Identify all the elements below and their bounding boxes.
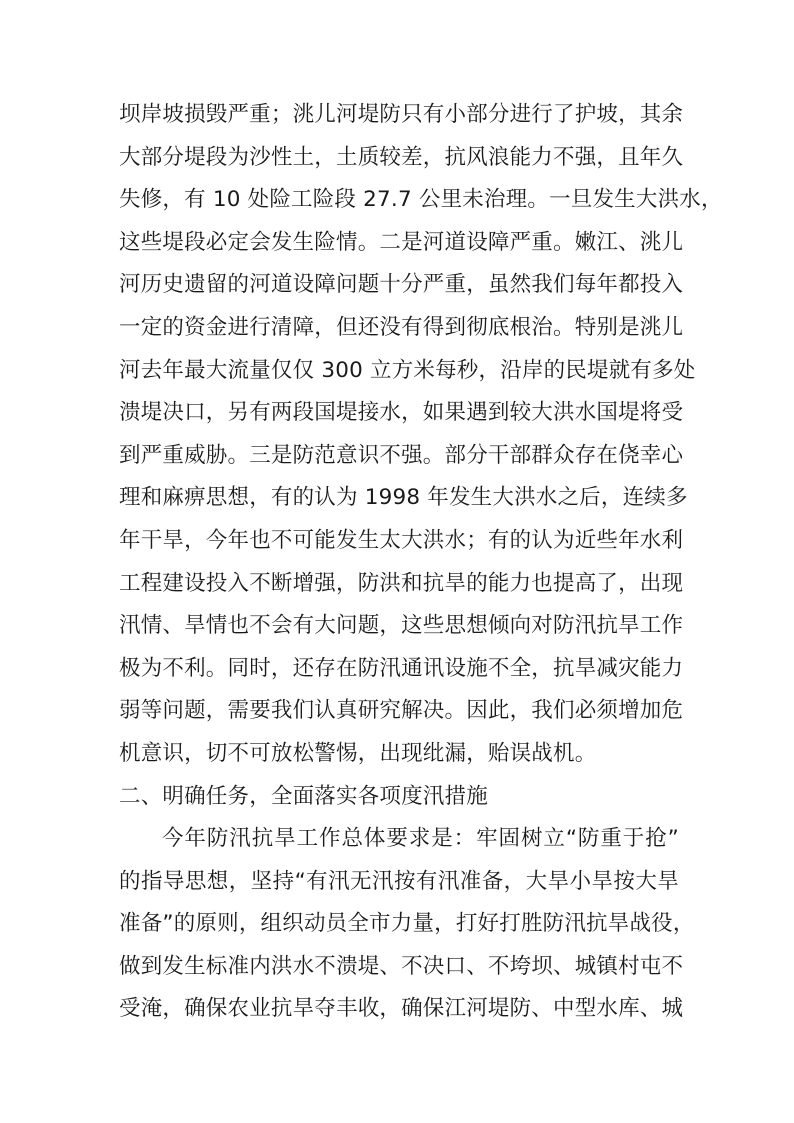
paragraph-line: 准备”的原则，组织动员全市力量，打好打胜防汛抗旱战役， [119, 911, 695, 937]
body-line: 到严重威胁。三是防范意识不强。部分干部群众存在侥幸心 [119, 442, 684, 468]
body-line: 河去年最大流量仅仅 300 立方米每秒，沿岸的民堤就有多处 [119, 357, 696, 383]
document-body [119, 94, 723, 1031]
body-line: 一定的资金进行清障，但还没有得到彻底根治。特别是洮儿 [119, 314, 684, 340]
section-heading: 二、明确任务，全面落实各项度汛措施 [119, 783, 488, 809]
body-line: 大部分堤段为沙性土，土质较差，抗风浪能力不强，且年久 [119, 144, 684, 170]
body-line: 弱等问题，需要我们认真研究解决。因此，我们必须增加危 [119, 698, 684, 724]
body-line: 失修，有 10 处险工险段 27.7 公里未治理。一旦发生大洪水， [119, 187, 723, 213]
body-line: 河历史遗留的河道设障问题十分严重，虽然我们每年都投入 [119, 272, 684, 298]
body-line: 溃堤决口，另有两段国堤接水，如果遇到较大洪水国堤将受 [119, 400, 684, 426]
body-line: 机意识，切不可放松警惕，出现纰漏，贻误战机。 [119, 740, 597, 766]
body-line: 理和麻痹思想，有的认为 1998 年发生大洪水之后，连续多 [119, 485, 688, 511]
paragraph-line: 受淹，确保农业抗旱夺丰收，确保江河堤防、中型水库、城 [119, 996, 684, 1022]
paragraph-line: 今年防汛抗旱工作总体要求是：牢固树立“防重于抢” [162, 826, 679, 852]
body-line: 工程建设投入不断增强，防洪和抗旱的能力也提高了，出现 [119, 570, 684, 596]
body-line: 年干旱，今年也不可能发生太大洪水；有的认为近些年水利 [119, 527, 684, 553]
body-line: 汛情、旱情也不会有大问题，这些思想倾向对防汛抗旱工作 [119, 613, 684, 639]
body-line: 极为不利。同时，还存在防汛通讯设施不全，抗旱减灾能力 [119, 655, 684, 681]
paragraph-line: 的指导思想，坚持“有汛无汛按有汛准备，大旱小旱按大旱 [119, 868, 679, 894]
body-line: 这些堤段必定会发生险情。二是河道设障严重。嫩江、洮儿 [119, 229, 684, 255]
paragraph-line: 做到发生标准内洪水不溃堤、不决口、不垮坝、城镇村屯不 [119, 953, 684, 979]
body-line: 坝岸坡损毁严重；洮儿河堤防只有小部分进行了护坡，其余 [119, 102, 684, 127]
